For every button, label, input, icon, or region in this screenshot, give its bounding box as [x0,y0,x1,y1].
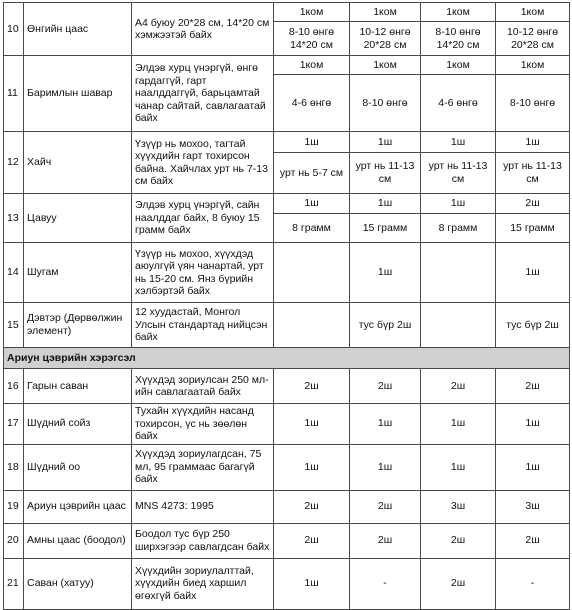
quantity-cell: 1ш [274,132,350,153]
table-row [4,303,570,348]
spec-cell: 8-10 өнгө [350,75,421,132]
quantity-cell [274,303,350,348]
quantity-cell: - [350,558,421,609]
table-row [4,243,570,303]
spec-cell: урт нь 5-7 см [274,153,350,194]
spec-cell: 15 грамм [350,214,421,243]
quantity-cell: 1ш [350,404,421,445]
quantity-cell: 3ш [421,490,496,523]
quantity-cell: 1ш [496,243,570,303]
item-description: Хүүхдийн зориулалттай, хүүхдийн биед харшил өгөхгүй байх [132,558,274,609]
row-number: 21 [4,558,24,609]
item-description: Элдэв хурц үнэргүй, өнгө гардаггүй, гарт наалддаггүй, барьцамтай чанар сайтай, савлагаатай байх [132,56,274,132]
item-name: Баримлын шавар [24,56,132,132]
quantity-cell: 3ш [496,490,570,523]
spec-cell: 10-12 өнгө 20*28 см [350,22,421,56]
row-number: 16 [4,369,24,404]
quantity-cell: 1ком [421,56,496,75]
quantity-cell: 1ш [421,404,496,445]
quantity-cell: 2ш [496,523,570,558]
table-row [4,3,570,22]
item-description: Үзүүр нь мохоо, хүүхдэд аюулгүй үян чанартай, урт нь 15-20 см. Янз бүрийн хэлбэртэй байх [132,243,274,303]
spec-cell: урт нь 11-13 см [496,153,570,194]
spec-cell: 8 грамм [274,214,350,243]
spec-cell: 8 грамм [421,214,496,243]
item-description: Хүүхдэд зориулсан 250 мл-ийн савлагаатай байх [132,369,274,404]
quantity-cell: 1ш [274,558,350,609]
table-row [4,132,570,153]
row-number: 17 [4,404,24,445]
quantity-cell: 1ком [350,3,421,22]
quantity-cell: 1ш [496,404,570,445]
row-number: 12 [4,132,24,194]
item-name: Саван (хатуу) [24,558,132,609]
quantity-cell [421,303,496,348]
table-row [4,558,570,609]
quantity-cell: 1ш [496,132,570,153]
quantity-cell: 1ш [421,132,496,153]
item-description: Элдэв хурц үнэргүй, сайн наалддаг байх, 8 буюу 15 грамм байх [132,194,274,243]
quantity-cell: 1ком [274,56,350,75]
spec-cell: 8-10 өнгө 14*20 см [274,22,350,56]
row-number: 20 [4,523,24,558]
quantity-cell: 2ш [496,194,570,214]
spec-cell: 8-10 өнгө [496,75,570,132]
item-description: 12 хуудастай, Монгол Улсын стандартад нийцсэн байх [132,303,274,348]
item-description: Тухайн хүүхдийн насанд тохирсон, үс нь зөөлөн байх [132,404,274,445]
quantity-cell: 2ш [496,369,570,404]
quantity-cell: 1ком [274,3,350,22]
quantity-cell: 1ш [350,194,421,214]
quantity-cell: 2ш [274,523,350,558]
row-number: 13 [4,194,24,243]
item-name: Шүдний оо [24,444,132,490]
quantity-cell: 1ш [350,243,421,303]
item-name: Шүдний сойз [24,404,132,445]
row-number: 11 [4,56,24,132]
quantity-cell: 2ш [274,490,350,523]
spec-cell: 15 грамм [496,214,570,243]
spec-cell: 4-6 өнгө [421,75,496,132]
quantity-cell: 1ком [496,56,570,75]
spec-cell: урт нь 11-13 см [421,153,496,194]
item-description: Боодол тус бүр 250 ширхэгээр савлагдсан байх [132,523,274,558]
quantity-cell: 2ш [350,523,421,558]
table-row [4,194,570,214]
item-name: Цавуу [24,194,132,243]
item-name: Хайч [24,132,132,194]
quantity-cell: 1ком [350,56,421,75]
quantity-cell [274,243,350,303]
row-number: 10 [4,3,24,56]
quantity-cell: 1ш [274,194,350,214]
item-name: Өнгийн цаас [24,3,132,56]
quantity-cell: 2ш [421,369,496,404]
supply-table [3,2,570,610]
item-name: Шугам [24,243,132,303]
spec-cell: 4-6 өнгө [274,75,350,132]
quantity-cell: 2ш [421,558,496,609]
item-description: A4 буюу 20*28 см, 14*20 см хэмжээтэй байх [132,3,274,56]
row-number: 14 [4,243,24,303]
quantity-cell [421,243,496,303]
section-row [4,348,570,369]
quantity-cell: 2ш [421,523,496,558]
spec-cell: 8-10 өнгө 14*20 см [421,22,496,56]
table-row [4,56,570,75]
spec-cell: 10-12 өнгө 20*28 см [496,22,570,56]
item-name: Дэвтэр (Дөрвөлжин элемент) [24,303,132,348]
row-number: 15 [4,303,24,348]
quantity-cell: 1ш [496,444,570,490]
quantity-cell: 2ш [350,490,421,523]
row-number: 19 [4,490,24,523]
quantity-cell: 2ш [274,369,350,404]
item-name: Амны цаас (боодол) [24,523,132,558]
table-row [4,404,570,445]
quantity-cell: 1ш [421,194,496,214]
item-name: Ариун цэврийн цаас [24,490,132,523]
table-row [4,490,570,523]
quantity-cell: 1ком [421,3,496,22]
quantity-cell: 2ш [350,369,421,404]
row-number: 18 [4,444,24,490]
table-row [4,523,570,558]
quantity-cell: - [496,558,570,609]
item-description: Үзүүр нь мохоо, тагтай хүүхдийн гарт тохирсон байна. Хайчлах урт нь 7-13 см байх [132,132,274,194]
quantity-cell: 1ш [350,444,421,490]
quantity-cell: 1ш [274,404,350,445]
item-description: MNS 4273: 1995 [132,490,274,523]
item-description: Хүүхдэд зориулагдсан, 75 мл, 95 граммаас багагүй байх [132,444,274,490]
spec-cell: урт нь 11-13 см [350,153,421,194]
quantity-cell: 1ш [421,444,496,490]
quantity-cell: тус бүр 2ш [350,303,421,348]
quantity-cell: 1ком [496,3,570,22]
table-row [4,369,570,404]
table-row [4,444,570,490]
quantity-cell: тус бүр 2ш [496,303,570,348]
quantity-cell: 1ш [350,132,421,153]
item-name: Гарын саван [24,369,132,404]
section-title: Ариун цэврийн хэрэгсэл [4,348,570,369]
quantity-cell: 1ш [274,444,350,490]
